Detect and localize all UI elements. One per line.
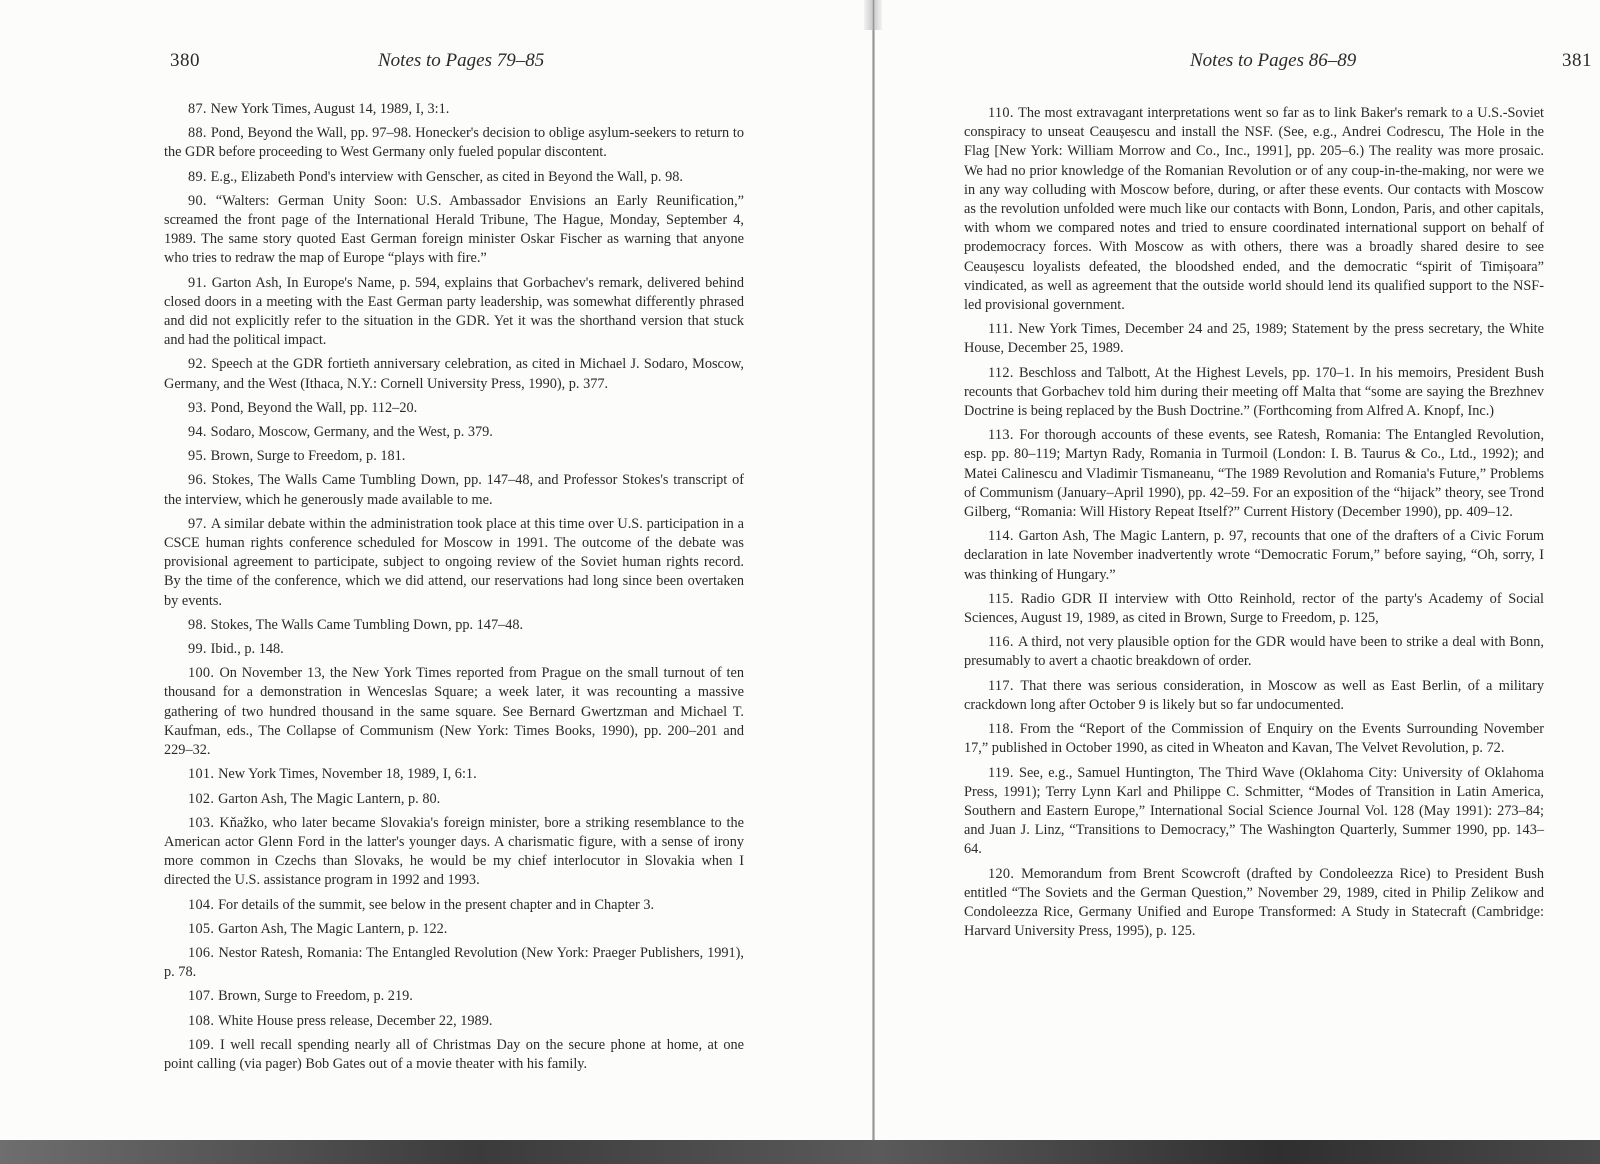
note-118: 118. From the “Report of the Commission of Enquiry on the Events Surrounding November 17,” published in October 1990, as cited in Wheaton and Kavan, The Velvet Revolution, p. 72. (964, 721, 1544, 757)
left-running-title: Notes to Pages 79–85 (378, 50, 545, 71)
note-98: 98. Stokes, The Walls Came Tumbling Down, pp. 147–48. (188, 616, 524, 633)
note-106: 106. Nestor Ratesh, Romania: The Entangled Revolution (New York: Praeger Publishers, 1991), p. 78. (164, 944, 744, 981)
note-105: 105. Garton Ash, The Magic Lantern, p. 122. (188, 920, 448, 937)
note-101: 101. New York Times, November 18, 1989, I, 6:1. (188, 766, 477, 783)
note-95: 95. Brown, Surge to Freedom, p. 181. (188, 448, 406, 465)
note-112: 112. Beschloss and Talbott, At the Highest Levels, pp. 170–1. In his memoirs, President Bush recounts that Gorbachev told him during their meeting off Malta that “some are saying the Brezhnev Doctrine is being replaced by the Bush Doctrine.” (Forthcoming from Alfred A. Knopf, Inc.) (964, 364, 1545, 420)
right-notes-list (964, 104, 1544, 946)
note-92: 92. Speech at the GDR fortieth anniversary celebration, as cited in Michael J. Sodaro, Moscow, Germany, and the West (Ithaca, N.Y.: Cornell University Press, 1990), p. 377. (164, 356, 744, 392)
note-93: 93. Pond, Beyond the Wall, pp. 112–20. (188, 399, 418, 416)
note-107: 107. Brown, Surge to Freedom, p. 219. (188, 988, 413, 1005)
note-116: 116. A third, not very plausible option for the GDR would have been to strike a deal with Bonn, presumably to avert a chaotic breakdown of order. (964, 634, 1544, 670)
note-110: 110. The most extravagant interpretations went so far as to link Baker's remark to a U.S.-Soviet conspiracy to unseat Ceaușescu and install the NSF. (See, e.g., Andrei Codrescu, The Hole in the Flag [New York: William Morrow and Co., Inc., 1991], pp. 205–6.) The reality was more prosaic. We had no prior knowledge of the Romanian Revolution or of any coup-in-the-making, nor were we in any way colluding with Moscow before, during, or after these events. Our contacts with Moscow as the revolution unfolded were much like our contacts with Bonn, London, Paris, and other capitals, with whom we compared notes and tried to ensure coordinated international support on behalf of prodemocracy forces. With Moscow as with others, there was a broadly shared desire to see Ceaușescu loyalists defeated, the bloodshed ended, and the democratic “spirit of Timișoara” vindicated, as well as agreement that the outside world should lend its qualified support to the NSF-led provisional government. (964, 105, 1545, 314)
note-100: 100. On November 13, the New York Times reported from Prague on the small turnout of ten thousand for a demonstration in Wenceslas Square; a week later, it was recounting a massive gathering of two hundred thousand in the same square. See Bernard Gwertzman and Michael T. Kaufman, eds., The Collapse of Communism (New York: Times Books, 1990), pp. 200–201 and 229–32. (164, 665, 744, 759)
note-108: 108. White House press release, December 22, 1989. (188, 1012, 493, 1029)
note-91: 91. Garton Ash, In Europe's Name, p. 594, explains that Gorbachev's remark, delivered behind closed doors in a meeting with the East German party leadership, was somewhat differently phrased and did not explicitly refer to the situation in the GDR. Yet it was the shorthand version that stuck and had the political impact. (164, 274, 745, 349)
note-102: 102. Garton Ash, The Magic Lantern, p. 80. (188, 790, 441, 807)
left-running-head (160, 50, 760, 80)
left-notes-list (164, 100, 744, 1079)
note-89: 89. E.g., Elizabeth Pond's interview with Genscher, as cited in Beyond the Wall, p. 98. (188, 168, 683, 185)
note-119: 119. See, e.g., Samuel Huntington, The Third Wave (Oklahoma City: University of Oklahoma Press, 1991); Terry Lynn Karl and Philippe C. Schmitter, “Modes of Transition in Latin America, Southern and Eastern Europe,” International Social Science Journal Vol. 128 (May 1991): 273–84; and Juan J. Linz, “Transitions to Democracy,” The Washington Quarterly, Summer 1990, pp. 143–64. (964, 764, 1545, 858)
note-104: 104. For details of the summit, see below in the present chapter and in Chapter 3. (188, 896, 655, 913)
note-90: 90. “Walters: German Unity Soon: U.S. Ambassador Envisions an Early Reunification,” screamed the front page of the International Herald Tribune, The Hague, Monday, September 4, 1989. The same story quoted East German foreign minister Oskar Fischer as warning that anyone who tries to redraw the map of Europe “plays with fire.” (164, 192, 744, 267)
note-88: 88. Pond, Beyond the Wall, pp. 97–98. Honecker's decision to oblige asylum-seekers to return to the GDR before proceeding to West Germany only fueled popular discontent. (164, 125, 744, 161)
left-page-number: 380 (170, 50, 200, 71)
note-96: 96. Stokes, The Walls Came Tumbling Down, pp. 147–48, and Professor Stokes's transcript of the interview, which he generously made available to me. (164, 472, 744, 508)
right-page-number: 381 (1562, 50, 1592, 71)
note-115: 115. Radio GDR II interview with Otto Reinhold, rector of the party's Academy of Social Sciences, August 19, 1989, as cited in Brown, Surge to Freedom, p. 125, (964, 590, 1544, 627)
scanner-bed-edge (0, 1140, 1600, 1164)
note-117: 117. That there was serious consideration, in Moscow as well as East Berlin, of a military crackdown long after October 9 is likely but so far undocumented. (964, 677, 1545, 713)
note-87: 87. New York Times, August 14, 1989, I, 3:1. (188, 101, 450, 117)
right-running-title: Notes to Pages 86–89 (1190, 50, 1357, 71)
note-120: 120. Memorandum from Brent Scowcroft (drafted by Condoleezza Rice) to President Bush entitled “The Soviets and the German Question,” November 29, 1989, cited in Philip Zelikow and Condoleezza Rice, Germany Unified and Europe Transformed: A Study in Statecraft (Cambridge: Harvard University Press, 1995), p. 125. (964, 865, 1544, 940)
note-111: 111. New York Times, December 24 and 25, 1989; Statement by the press secretary, the White House, December 25, 1989. (964, 321, 1545, 357)
note-94: 94. Sodaro, Moscow, Germany, and the West, p. 379. (188, 424, 493, 441)
note-109: 109. I well recall spending nearly all of Christmas Day on the secure phone at home, at one point calling (via pager) Bob Gates out of a movie theater with his family. (164, 1036, 744, 1072)
note-113: 113. For thorough accounts of these events, see Ratesh, Romania: The Entangled Revolution, esp. pp. 80–119; Martyn Rady, Romania in Turmoil (London: I. B. Taurus & Co., Ltd., 1992); and Matei Calinescu and Vladimir Tismaneanu, “The 1989 Revolution and Romania's Future,” Problems of Communism (January–April 1990), pp. 42–59. For an exposition of the “hijack” theory, see Trond Gilberg, “Romania: Will History Repeat Itself?” Current History (December 1990), pp. 409–12. (964, 427, 1545, 521)
note-99: 99. Ibid., p. 148. (188, 641, 284, 658)
note-103: 103. Kňažko, who later became Slovakia's foreign minister, bore a striking resemblance to the American actor Glenn Ford in the latter's younger days. A charismatic figure, with a sense of irony more common in Czechs than Slovaks, he would be my chief interlocutor in Slovakia when I directed the U.S. assistance program in 1992 and 1993. (164, 814, 744, 889)
book-gutter (872, 0, 875, 1140)
right-running-head (980, 50, 1592, 80)
note-114: 114. Garton Ash, The Magic Lantern, p. 97, recounts that one of the drafters of a Civic Forum declaration in late November inadvertently wrote “Democratic Forum,” before saying, “Oh, sorry, I was thinking of Hungary.” (964, 528, 1545, 583)
note-97: 97. A similar debate within the administration took place at this time over U.S. participation in a CSCE human rights conference scheduled for Moscow in 1991. The outcome of the debate was provisional agreement to participate, subject to ongoing review of the Soviet human rights record. By the time of the conference, which we did attend, our reservations had long since been overtaken by events. (164, 515, 745, 609)
